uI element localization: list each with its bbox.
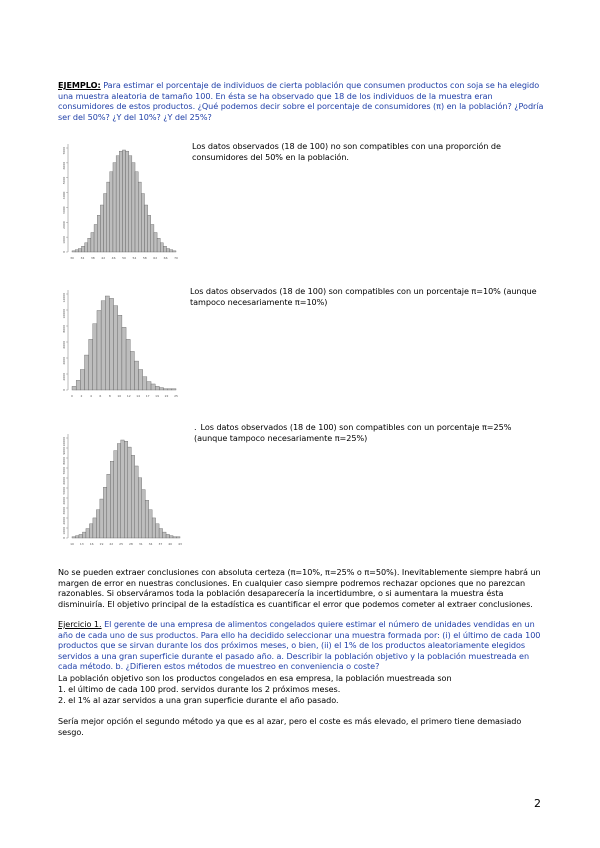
x-tick-label: 28 bbox=[128, 542, 133, 546]
case-50-text: Los datos observados (18 de 100) no son compatibles con una proporción de consumidores del 50% en la población. bbox=[192, 141, 501, 162]
y-tick-label: 6000 bbox=[62, 341, 66, 349]
histogram-bar bbox=[89, 524, 92, 538]
histogram-bar bbox=[96, 510, 99, 538]
x-tick-label: 12 bbox=[126, 394, 131, 398]
x-tick-label: 0 bbox=[71, 394, 73, 398]
histogram-bar bbox=[159, 388, 163, 390]
histogram-pi-25 bbox=[58, 430, 190, 548]
histogram-pi-50 bbox=[58, 140, 186, 262]
histogram-bar bbox=[170, 536, 173, 538]
histogram-bar bbox=[100, 205, 103, 252]
histogram-bar bbox=[155, 386, 159, 390]
histogram-bar bbox=[97, 215, 100, 252]
histogram-bar bbox=[122, 327, 126, 390]
x-tick-label: 8 bbox=[108, 394, 111, 398]
histogram-bar bbox=[157, 238, 160, 252]
histogram-bar bbox=[72, 386, 76, 390]
histogram-bar bbox=[134, 361, 138, 390]
x-tick-label: 19 bbox=[99, 542, 104, 546]
y-tick-label: 3000 bbox=[62, 507, 66, 515]
histogram-bar bbox=[100, 499, 103, 538]
x-tick-label: 54 bbox=[132, 256, 137, 260]
y-tick-label: 8000 bbox=[62, 325, 66, 333]
y-tick-label: 4000 bbox=[62, 357, 66, 365]
histogram-bar bbox=[138, 478, 141, 538]
histogram-bar bbox=[84, 355, 88, 390]
histogram-bar bbox=[167, 249, 170, 252]
y-tick-label: 9000 bbox=[62, 447, 66, 455]
histogram-bar bbox=[151, 224, 154, 252]
x-tick-label: 38 bbox=[90, 256, 95, 260]
case-10-text: Los datos observados (18 de 100) son compatibles con un porcentaje π=10% (aunque tampoco necesariamente π=10%) bbox=[190, 286, 537, 307]
x-tick-label: 43 bbox=[178, 542, 182, 546]
answer-line-1: La población objetivo son los productos congelados en esa empresa, la población muestreada son bbox=[58, 673, 452, 683]
histogram-bar bbox=[135, 172, 138, 252]
y-tick-label: 4000 bbox=[62, 191, 66, 200]
histogram-bar bbox=[88, 238, 91, 252]
x-tick-label: 19 bbox=[155, 394, 160, 398]
answer-line-2: 1. el último de cada 100 prod. servidos durante los 2 próximos meses. bbox=[58, 684, 341, 694]
x-tick-label: 70 bbox=[174, 256, 178, 260]
x-tick-label: 25 bbox=[119, 542, 124, 546]
x-tick-label: 25 bbox=[174, 394, 178, 398]
histogram-bar bbox=[82, 532, 85, 538]
y-tick-label: 7000 bbox=[62, 147, 66, 155]
histogram-bar bbox=[159, 529, 162, 538]
case-25-text: . Los datos observados (18 de 100) son compatibles con un porcentaje π=25% (aunque tampoco necesariamente π=25%) bbox=[194, 422, 512, 443]
histogram-bar bbox=[135, 466, 138, 538]
x-tick-label: 46 bbox=[111, 256, 116, 260]
x-tick-label: 4 bbox=[89, 394, 92, 398]
x-tick-label: 50 bbox=[122, 256, 126, 260]
y-tick-label: 0 bbox=[62, 537, 66, 539]
page-number: 2 bbox=[534, 797, 541, 810]
example-label: EJEMPLO: bbox=[58, 80, 101, 90]
x-tick-label: 10 bbox=[70, 542, 74, 546]
example-paragraph bbox=[58, 80, 548, 122]
histogram-bar bbox=[143, 377, 147, 390]
histogram-bar bbox=[94, 224, 97, 252]
histogram-bar bbox=[128, 447, 131, 538]
histogram-bar bbox=[113, 163, 116, 252]
x-tick-label: 17 bbox=[145, 394, 150, 398]
histogram-bar bbox=[172, 389, 176, 390]
histogram-bar bbox=[142, 490, 145, 538]
histogram-bar bbox=[114, 451, 117, 538]
y-tick-label: 1000 bbox=[62, 527, 66, 535]
histogram-bar bbox=[160, 243, 163, 252]
histogram-bar bbox=[72, 251, 75, 252]
histogram-bar bbox=[139, 370, 143, 390]
histogram-bar bbox=[170, 250, 173, 252]
y-tick-label: 10000 bbox=[62, 437, 66, 447]
histogram-bar bbox=[116, 156, 119, 252]
histogram-bar bbox=[105, 296, 109, 390]
x-tick-label: 34 bbox=[148, 542, 153, 546]
x-tick-label: 37 bbox=[158, 542, 163, 546]
y-tick-label: 4000 bbox=[62, 497, 66, 505]
case-25-marker: . bbox=[194, 422, 197, 432]
x-tick-label: 58 bbox=[142, 256, 147, 260]
y-tick-label: 3000 bbox=[62, 206, 66, 215]
histogram-bar bbox=[138, 182, 141, 252]
histogram-bar bbox=[130, 351, 134, 390]
histogram-bar bbox=[126, 339, 130, 390]
histogram-bar bbox=[118, 315, 122, 390]
histogram-bar bbox=[119, 151, 122, 252]
histogram-bar bbox=[124, 441, 127, 538]
histogram-bar bbox=[107, 182, 110, 252]
exercise-text: El gerente de una empresa de alimentos congelados quiere estimar el número de unidades vendidas en un año de cada uno de sus productos. Para ello ha decidido seleccionar una muestra formada por: (i) el último de cada 100 productos que se sirvan durante los dos próximos meses, o bien, (ii) el 1% de los productos aleatoriamente elegidos servidos a una gran superficie durante el pasado año. a. Describir la población objetivo y la población muestreada en cada método. b. ¿Difieren estos métodos de muestreo en conveniencia o coste? bbox=[58, 619, 541, 672]
histogram-bar bbox=[163, 532, 166, 538]
histogram-bar bbox=[173, 251, 176, 252]
answer-line-3: 2. el 1% al azar servidos a una gran superficie durante el año pasado. bbox=[58, 695, 339, 705]
histogram-bar bbox=[107, 474, 110, 538]
y-tick-label: 2000 bbox=[62, 517, 66, 525]
y-tick-label: 0 bbox=[62, 389, 66, 391]
x-tick-label: 10 bbox=[117, 394, 122, 398]
x-tick-label: 40 bbox=[168, 542, 173, 546]
exercise-label: Ejercicio 1. bbox=[58, 619, 102, 629]
y-tick-label: 5000 bbox=[62, 176, 66, 185]
x-tick-label: 42 bbox=[101, 256, 106, 260]
answer-line-4: Sería mejor opción el segundo método ya que es al azar, pero el coste es más elevado, el primero tiene demasiado sesgo. bbox=[58, 716, 522, 737]
x-tick-label: 22 bbox=[164, 394, 169, 398]
histogram-bar bbox=[145, 500, 148, 538]
histogram-bar bbox=[122, 150, 125, 252]
x-tick-label: 30 bbox=[70, 256, 74, 260]
histogram-bar bbox=[164, 389, 168, 390]
histogram-bar bbox=[149, 510, 152, 538]
histogram-bar bbox=[154, 233, 157, 252]
y-tick-label: 7000 bbox=[62, 467, 66, 475]
histogram-bar bbox=[103, 487, 106, 538]
histogram-bar bbox=[163, 246, 166, 252]
y-tick-label: 6000 bbox=[62, 477, 66, 485]
histogram-bar bbox=[126, 151, 129, 252]
example-text: Para estimar el porcentaje de individuos de cierta población que consumen productos con soja se ha elegido una muestra aleatoria de tamaño 100. En ésta se ha observado que 18 de los individuos de la muestra eran consumidores de estos productos. ¿Qué podemos decir sobre el porcentaje de consumidores (π) en la población? ¿Podría ser del 50%? ¿Y del 10%? ¿Y del 25%? bbox=[58, 80, 544, 122]
histogram-bar bbox=[80, 370, 84, 390]
histogram-bar bbox=[121, 440, 124, 538]
histogram-bar bbox=[86, 529, 89, 538]
y-tick-label: 5000 bbox=[62, 487, 66, 495]
histogram-bar bbox=[117, 444, 120, 538]
histogram-bar bbox=[147, 382, 151, 390]
histogram-bar bbox=[72, 537, 75, 538]
y-tick-label: 0 bbox=[62, 251, 66, 253]
histogram-bar bbox=[101, 301, 105, 390]
histogram-bar bbox=[177, 537, 180, 538]
y-tick-label: 10000 bbox=[62, 309, 66, 319]
histogram-bar bbox=[85, 243, 88, 252]
histogram-bar bbox=[97, 310, 101, 390]
histogram-bar bbox=[132, 163, 135, 252]
histogram-bar bbox=[75, 536, 78, 538]
histogram-bar bbox=[89, 339, 93, 390]
y-tick-label: 2000 bbox=[62, 221, 66, 229]
x-tick-label: 22 bbox=[109, 542, 114, 546]
x-tick-label: 62 bbox=[153, 256, 158, 260]
histogram-bar bbox=[152, 518, 155, 538]
histogram-bar bbox=[110, 172, 113, 252]
histogram-bar bbox=[148, 215, 151, 252]
histogram-bar bbox=[114, 306, 118, 390]
y-tick-label: 8000 bbox=[62, 457, 66, 465]
histogram-bar bbox=[78, 249, 81, 252]
histogram-bar bbox=[144, 205, 147, 252]
histogram-bar bbox=[141, 194, 144, 252]
histogram-bar bbox=[81, 246, 84, 252]
x-tick-label: 34 bbox=[80, 256, 85, 260]
histogram-pi-10 bbox=[58, 286, 186, 400]
histogram-bar bbox=[109, 298, 113, 390]
histogram-bar bbox=[93, 518, 96, 538]
histogram-bar bbox=[104, 194, 107, 252]
histogram-bar bbox=[166, 534, 169, 538]
histogram-bar bbox=[75, 250, 78, 252]
histogram-bar bbox=[79, 534, 82, 538]
histogram-bar bbox=[129, 156, 132, 252]
x-tick-label: 16 bbox=[89, 542, 94, 546]
histogram-bar bbox=[93, 324, 97, 390]
conclusion-paragraph: No se pueden extraer conclusiones con absoluta certeza (π=10%, π=25% o π=50%). Inevitablemente siempre habrá un margen de error en nuestras conclusiones. En cualquier caso siempre podremos rechazar opciones que no parezcan razonables. Si observáramos toda la población desaparecería la incertidumbre, o si aumentara la muestra ésta disminuiría. El objetivo principal de la estadística es cuantificar el error que podemos cometer al extraer conclusiones. bbox=[58, 567, 541, 609]
exercise-paragraph bbox=[58, 619, 543, 672]
histogram-bar bbox=[110, 461, 113, 538]
x-tick-label: 31 bbox=[138, 542, 143, 546]
x-tick-label: 66 bbox=[163, 256, 168, 260]
y-tick-label: 6000 bbox=[62, 161, 66, 170]
x-tick-label: 14 bbox=[136, 394, 141, 398]
histogram-bar bbox=[131, 455, 134, 538]
y-tick-label: 2000 bbox=[62, 373, 66, 381]
histogram-bar bbox=[151, 384, 155, 390]
histogram-bar bbox=[156, 524, 159, 538]
x-tick-label: 2 bbox=[80, 394, 83, 398]
y-tick-label: 12000 bbox=[62, 293, 66, 303]
histogram-bar bbox=[91, 233, 94, 252]
histogram-bar bbox=[76, 380, 80, 390]
histogram-bar bbox=[168, 389, 172, 390]
histogram-bar bbox=[173, 537, 176, 538]
y-tick-label: 1000 bbox=[62, 236, 66, 244]
x-tick-label: 6 bbox=[99, 394, 102, 398]
x-tick-label: 13 bbox=[79, 542, 84, 546]
